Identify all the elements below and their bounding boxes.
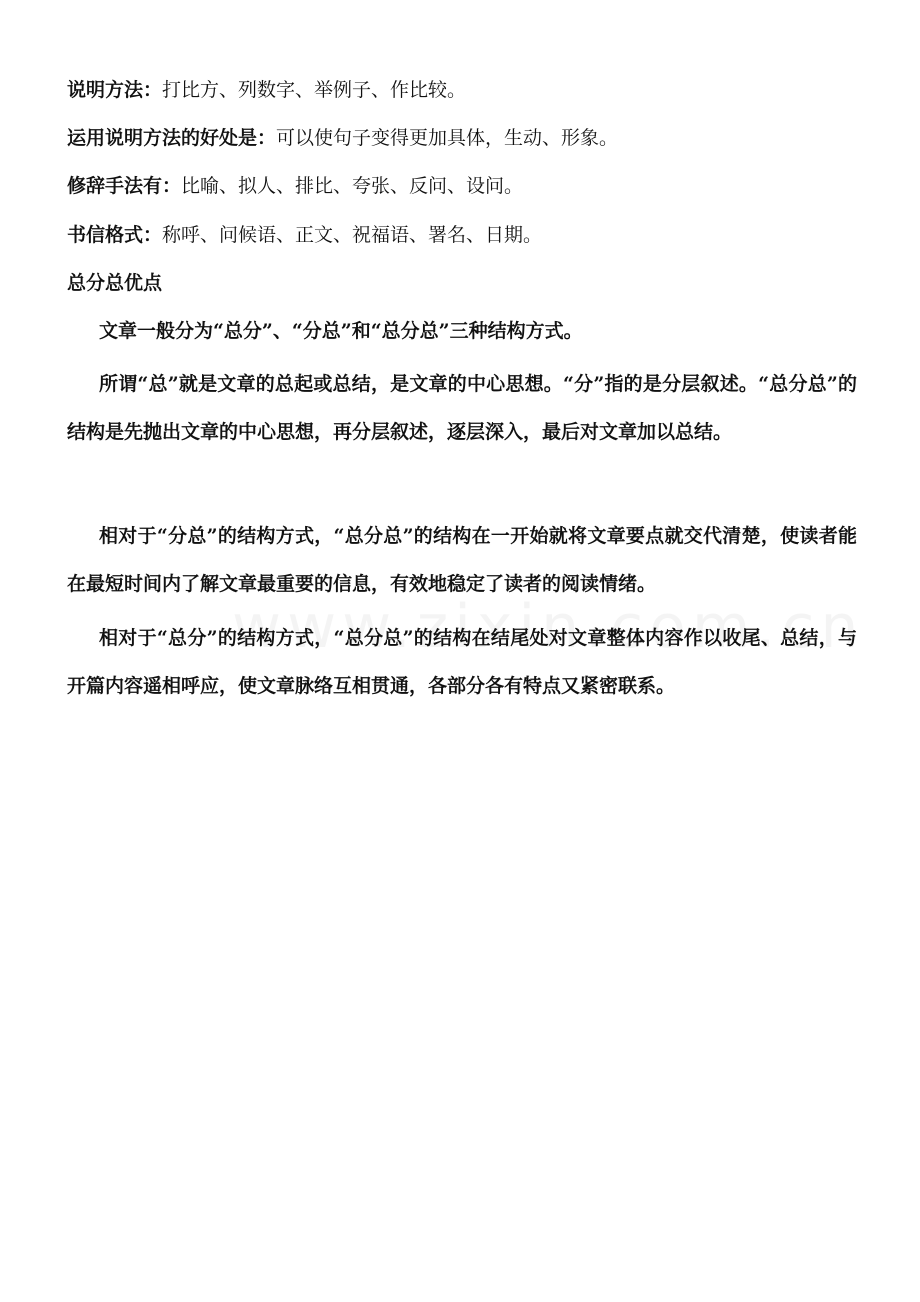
item-label: 说明方法：: [67, 79, 163, 101]
item-letter-format: [67, 223, 857, 247]
paragraph: 相对于“分总”的结构方式，“总分总”的结构在一开始就将文章要点就交代清楚，使读者能在最短时间内了解文章最重要的信息，有效地稳定了读者的阅读情绪。: [67, 525, 857, 595]
watermark: [232, 592, 864, 662]
item-label: 书信格式：: [67, 224, 163, 246]
paragraph: 所谓“总”就是文章的总起或总结，是文章的中心思想。“分”指的是分层叙述。“总分总”的结构是先抛出文章的中心思想，再分层叙述，逐层深入，最后对文章加以总结。: [67, 373, 857, 443]
item-label: 修辞手法有：: [67, 175, 182, 197]
paragraph: 文章一般分为“总分”、“分总”和“总分总”三种结构方式。: [99, 320, 583, 342]
item-method-benefits: [67, 126, 857, 150]
item-text: 比喻、拟人、排比、夸张、反问、设问。: [181, 175, 524, 197]
item-text: 打比方、列数字、举例子、作比较。: [162, 79, 467, 101]
item-label: 运用说明方法的好处是：: [67, 127, 277, 149]
paragraph: 相对于“总分”的结构方式，“总分总”的结构在结尾处对文章整体内容作以收尾、总结，与开篇内容遥相呼应，使文章脉络互相贯通，各部分各有特点又紧密联系。: [67, 627, 857, 697]
section-title: 总分总优点: [67, 272, 163, 294]
item-text: 可以使句子变得更加具体，生动、形象。: [276, 127, 619, 149]
item-explanation-methods: [67, 78, 857, 102]
item-text: 称呼、问候语、正文、祝福语、署名、日期。: [162, 224, 543, 246]
item-rhetoric: [67, 174, 857, 198]
